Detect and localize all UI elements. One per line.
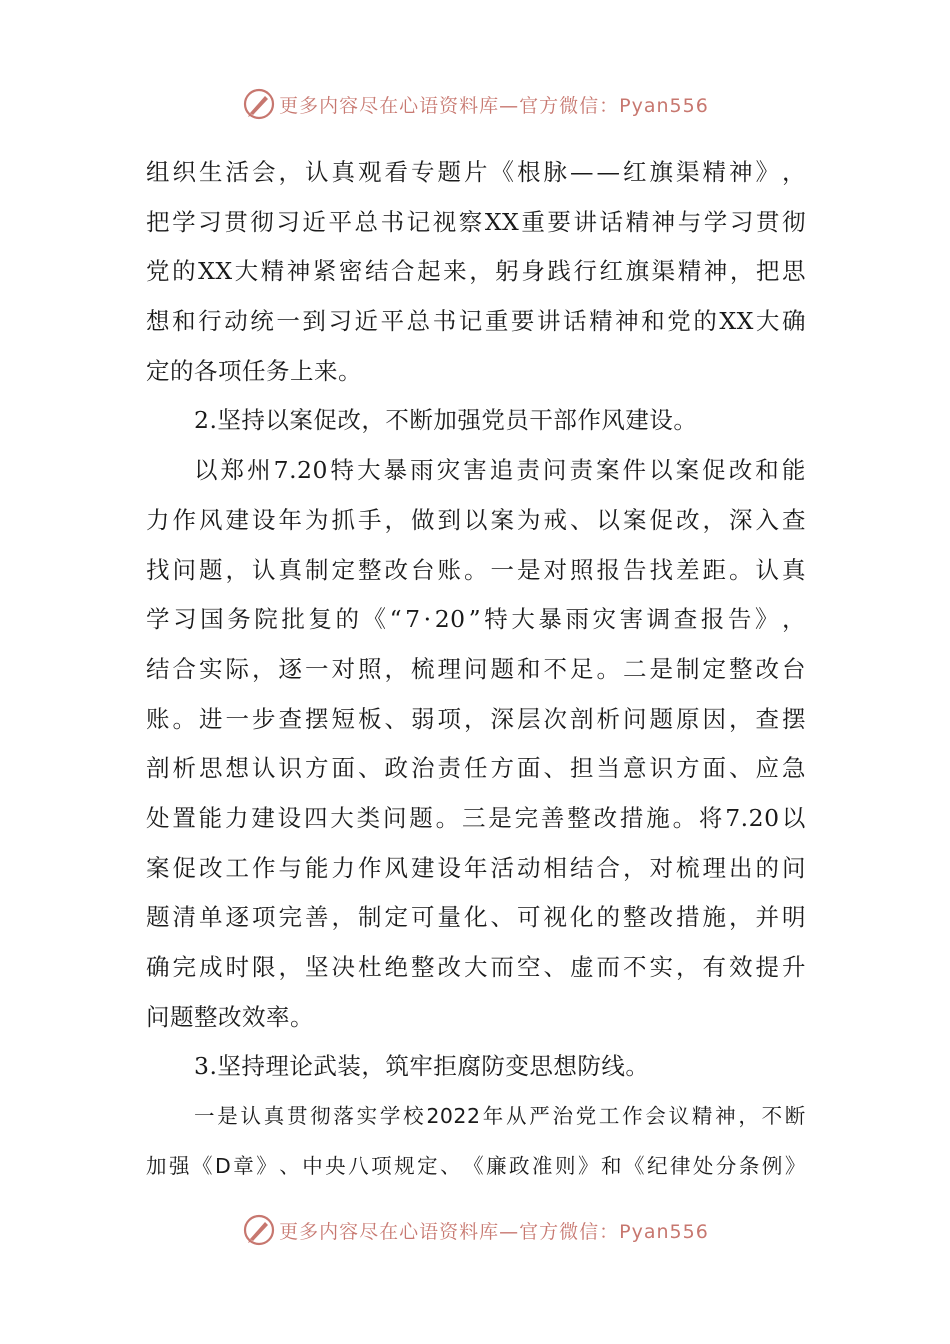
text-line: 以 郑 州 7.20 特 大 暴 雨 灾 害 追 责 问 责 案 件 以 案 促 改 和 能 — [194, 456, 806, 485]
watermark-text: 更多内容尽在心语资料库—官方微信：Pyan556 — [279, 94, 709, 117]
watermark-footer — [0, 1210, 950, 1250]
pen-quill-logo-icon — [241, 86, 277, 122]
text-line: 加 强 《 D 章 》 、 中 央 八 项 规 定 、 《 廉 政 准 则 》 和 《 纪 律 处 分 条 例 》 — [146, 1153, 806, 1178]
text-line: 问题整改效率。 — [146, 1002, 314, 1031]
section-heading: 2.坚持以案促改，不断加强党员干部作风建设。 — [194, 406, 698, 435]
text-line: 确 完 成 时 限 ， 坚 决 杜 绝 整 改 大 而 空 、 虚 而 不 实 ， 有 效 提 升 — [146, 953, 806, 981]
section-heading: 3.坚持理论武装，筑牢拒腐防变思想防线。 — [194, 1052, 650, 1081]
text-line: 定的各项任务上来。 — [146, 356, 362, 385]
text-line: 账 。 进 一 步 查 摆 短 板 、 弱 项 ， 深 层 次 剖 析 问 题 原 因 ， 查 摆 — [146, 704, 806, 733]
text-line: 组 织 生 活 会 ， 认 真 观 看 专 题 片 《 根 脉 — — 红 旗 渠 精 神 》 ， — [146, 158, 806, 186]
text-line: 力 作 风 建 设 年 为 抓 手 ， 做 到 以 案 为 戒 、 以 案 促 改 ， 深 入 查 — [146, 505, 806, 534]
document-body — [146, 148, 806, 1191]
text-line: 把 学 习 贯 彻 习 近 平 总 书 记 视 察 XX 重 要 讲 话 精 神 与 学 习 贯 彻 — [146, 207, 806, 236]
text-line: 想 和 行 动 统 一 到 习 近 平 总 书 记 重 要 讲 话 精 神 和 党 的 XX 大 确 — [146, 307, 806, 336]
text-line: 一 是 认 真 贯 彻 落 实 学 校 2022 年 从 严 治 党 工 作 会 议 精 神 ， 不 断 — [194, 1104, 806, 1129]
text-line: 找 问 题 ， 认 真 制 定 整 改 台 账 。 一 是 对 照 报 告 找 差 距 。 认 真 — [146, 555, 806, 584]
watermark-text: 更多内容尽在心语资料库—官方微信：Pyan556 — [279, 1220, 709, 1243]
text-line: 结 合 实 际 ， 逐 一 对 照 ， 梳 理 问 题 和 不 足 。 二 是 制 定 整 改 台 — [146, 654, 806, 683]
text-line: 案 促 改 工 作 与 能 力 作 风 建 设 年 活 动 相 结 合 ， 对 梳 理 出 的 问 — [146, 853, 806, 882]
text-line: 党 的 XX 大 精 神 紧 密 结 合 起 来 ， 躬 身 践 行 红 旗 渠 精 神 ， 把 思 — [146, 257, 806, 286]
text-line: 题 清 单 逐 项 完 善 ， 制 定 可 量 化 、 可 视 化 的 整 改 措 施 ， 并 明 — [146, 903, 806, 932]
watermark-header — [0, 84, 950, 124]
text-line: 剖 析 思 想 认 识 方 面 、 政 治 责 任 方 面 、 担 当 意 识 方 面 、 应 急 — [146, 754, 806, 783]
text-line: 处 置 能 力 建 设 四 大 类 问 题 。 三 是 完 善 整 改 措 施 。 将 7.20 以 — [146, 803, 806, 832]
pen-quill-logo-icon — [241, 1212, 277, 1248]
text-line: 学 习 国 务 院 批 复 的 《 “ 7 · 20 ” 特 大 暴 雨 灾 害 调 查 报 告 》 ， — [146, 605, 806, 634]
